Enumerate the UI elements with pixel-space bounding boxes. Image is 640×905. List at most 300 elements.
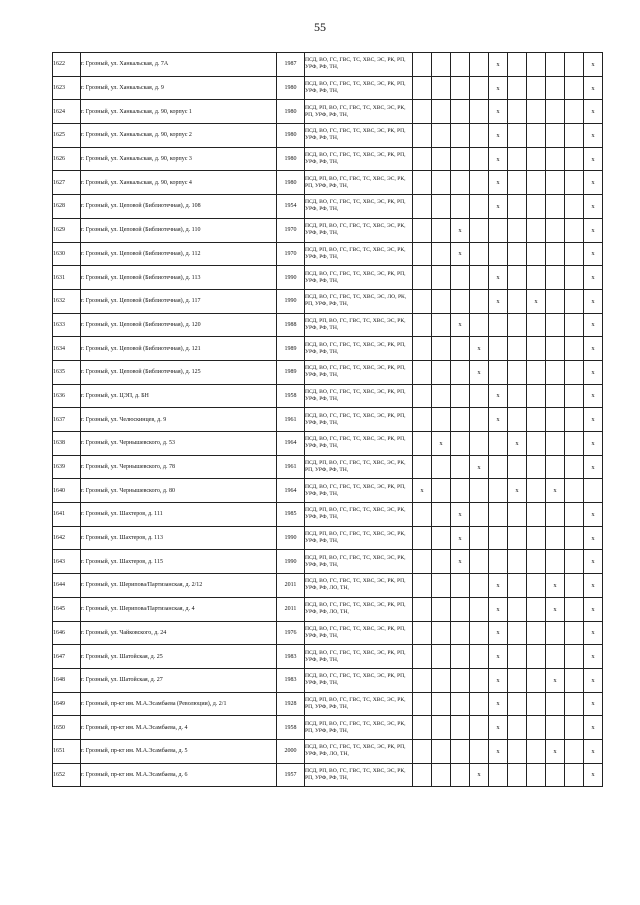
row-mark-cell [508, 716, 527, 740]
row-works-list: ПСД, РП, ВО, ГС, ГВС, ТС, ХВС, ЭС, РК, УРФ, РФ, ТН, [305, 526, 413, 550]
row-mark-cell [527, 147, 546, 171]
row-mark-cell [565, 692, 584, 716]
row-number: 1652 [53, 763, 81, 787]
row-mark-cell: x [546, 668, 565, 692]
row-mark-cell [508, 124, 527, 148]
row-mark-cell [413, 739, 432, 763]
row-mark-cell: x [584, 455, 603, 479]
row-year: 1964 [277, 479, 305, 503]
row-mark-cell [508, 597, 527, 621]
row-mark-cell [565, 266, 584, 290]
row-mark-cell [565, 100, 584, 124]
row-mark-cell [565, 171, 584, 195]
table-row [53, 242, 603, 266]
row-address: г. Грозный, пр-кт им. М.А.Эсамбаева (Революции), д. 2/1 [81, 692, 277, 716]
row-mark-cell [508, 289, 527, 313]
row-mark-cell [413, 384, 432, 408]
table-row [53, 124, 603, 148]
row-year: 1990 [277, 550, 305, 574]
row-mark-cell [546, 100, 565, 124]
row-mark-cell [451, 171, 470, 195]
row-mark-cell [451, 408, 470, 432]
row-mark-cell [508, 503, 527, 527]
row-address: г. Грозный, ул. Шахтеров, д. 115 [81, 550, 277, 574]
row-number: 1645 [53, 597, 81, 621]
row-address: г. Грозный, пр-кт им. М.А.Эсамбаева, д. 6 [81, 763, 277, 787]
row-address: г. Грозный, ул. Цеповой (Библиотечная), д. 113 [81, 266, 277, 290]
row-mark-cell [527, 242, 546, 266]
row-works-list: ПСД, ВО, ГС, ГВС, ТС, ХВС, ЭС, РК, РП, УРФ, РФ, ТН, [305, 479, 413, 503]
row-mark-cell [413, 645, 432, 669]
table-row [53, 692, 603, 716]
row-mark-cell [508, 337, 527, 361]
row-works-list: ПСД, ВО, ГС, ГВС, ТС, ХВС, ЭС, РК, РП, УРФ, РФ, ТН, [305, 384, 413, 408]
row-year: 1980 [277, 100, 305, 124]
row-mark-cell: x [546, 574, 565, 598]
page-number: 55 [314, 20, 326, 34]
row-mark-cell: x [489, 76, 508, 100]
row-mark-cell [546, 53, 565, 77]
row-mark-cell [432, 621, 451, 645]
row-works-list: ПСД, РП, ВО, ГС, ГВС, ТС, ХВС, ЭС, РК, РП, УРФ, РФ, ТН, [305, 100, 413, 124]
row-address: г. Грозный, пр-кт им. М.А.Эсамбаева, д. 4 [81, 716, 277, 740]
row-year: 1980 [277, 171, 305, 195]
row-mark-cell [489, 360, 508, 384]
row-mark-cell [546, 337, 565, 361]
row-mark-cell [432, 195, 451, 219]
row-mark-cell [432, 218, 451, 242]
row-mark-cell [451, 195, 470, 219]
row-mark-cell: x [584, 692, 603, 716]
row-mark-cell [508, 763, 527, 787]
row-number: 1634 [53, 337, 81, 361]
row-mark-cell [508, 76, 527, 100]
row-mark-cell: x [584, 621, 603, 645]
row-number: 1646 [53, 621, 81, 645]
row-mark-cell: x [451, 550, 470, 574]
table-row [53, 479, 603, 503]
row-mark-cell: x [489, 195, 508, 219]
row-mark-cell [546, 550, 565, 574]
row-mark-cell [470, 384, 489, 408]
row-mark-cell [451, 645, 470, 669]
row-mark-cell: x [489, 289, 508, 313]
row-works-list: ПСД, РП, ВО, ГС, ГВС, ТС, ХВС, ЭС, РК, РП, УРФ, РФ, ТН, [305, 171, 413, 195]
row-mark-cell: x [584, 242, 603, 266]
row-mark-cell [432, 645, 451, 669]
row-mark-cell [565, 716, 584, 740]
row-mark-cell [451, 574, 470, 598]
row-mark-cell [527, 76, 546, 100]
row-mark-cell [432, 574, 451, 598]
row-year: 1964 [277, 432, 305, 456]
row-mark-cell [470, 503, 489, 527]
row-mark-cell [508, 100, 527, 124]
row-address: г. Грозный, ул. Ханкальская, д. 90, корпус 4 [81, 171, 277, 195]
row-address: г. Грозный, ул. Чернышевского, д. 53 [81, 432, 277, 456]
row-mark-cell: x [584, 218, 603, 242]
row-year: 1989 [277, 360, 305, 384]
row-mark-cell [413, 574, 432, 598]
table-row [53, 266, 603, 290]
row-mark-cell: x [413, 479, 432, 503]
row-mark-cell: x [546, 739, 565, 763]
row-mark-cell [527, 53, 546, 77]
row-mark-cell [413, 526, 432, 550]
row-mark-cell [413, 266, 432, 290]
row-mark-cell [413, 289, 432, 313]
row-mark-cell: x [584, 716, 603, 740]
housing-registry-table [52, 52, 603, 787]
row-mark-cell [546, 195, 565, 219]
row-mark-cell [546, 455, 565, 479]
row-mark-cell [451, 692, 470, 716]
registry-body [53, 53, 603, 787]
row-mark-cell [565, 337, 584, 361]
row-address: г. Грозный, ул. Цеповой (Библиотечная), д. 108 [81, 195, 277, 219]
row-mark-cell: x [584, 100, 603, 124]
row-works-list: ПСД, РП, ВО, ГС, ГВС, ТС, ХВС, ЭС, РК, РП, УРФ, РФ, ТН, [305, 692, 413, 716]
row-address: г. Грозный, ул. Шахтеров, д. 113 [81, 526, 277, 550]
row-number: 1627 [53, 171, 81, 195]
row-mark-cell [451, 432, 470, 456]
row-mark-cell [432, 455, 451, 479]
row-mark-cell [508, 360, 527, 384]
row-mark-cell [565, 739, 584, 763]
row-mark-cell: x [584, 526, 603, 550]
row-works-list: ПСД, ВО, ГС, ГВС, ТС, ХВС, ЭС, РК, РП, УРФ, РФ, ТН, [305, 53, 413, 77]
row-mark-cell [470, 597, 489, 621]
row-mark-cell [470, 313, 489, 337]
row-mark-cell [489, 479, 508, 503]
row-year: 1988 [277, 313, 305, 337]
row-mark-cell [508, 621, 527, 645]
table-row [53, 289, 603, 313]
row-mark-cell [432, 503, 451, 527]
row-mark-cell [470, 171, 489, 195]
row-mark-cell [565, 242, 584, 266]
row-mark-cell: x [489, 739, 508, 763]
row-address: г. Грозный, ул. Шерипова/Партизанская, д. 2/12 [81, 574, 277, 598]
row-mark-cell [527, 621, 546, 645]
row-year: 1954 [277, 195, 305, 219]
row-mark-cell [546, 76, 565, 100]
row-mark-cell [432, 716, 451, 740]
row-mark-cell [413, 692, 432, 716]
row-mark-cell [470, 147, 489, 171]
row-mark-cell [565, 76, 584, 100]
row-mark-cell: x [508, 432, 527, 456]
row-mark-cell [508, 408, 527, 432]
row-year: 1958 [277, 716, 305, 740]
row-mark-cell [527, 266, 546, 290]
row-year: 1987 [277, 53, 305, 77]
row-mark-cell: x [489, 408, 508, 432]
row-mark-cell [565, 289, 584, 313]
row-mark-cell [546, 408, 565, 432]
row-mark-cell [508, 455, 527, 479]
row-mark-cell: x [451, 526, 470, 550]
row-mark-cell: x [584, 171, 603, 195]
row-works-list: ПСД, ВО, ГС, ГВС, ТС, ХВС, ЭС, РК, РП, УРФ, РФ, ЛО, ТН, [305, 597, 413, 621]
row-mark-cell [413, 550, 432, 574]
row-mark-cell [470, 242, 489, 266]
row-mark-cell [489, 526, 508, 550]
row-mark-cell [527, 597, 546, 621]
row-number: 1635 [53, 360, 81, 384]
row-address: г. Грозный, ул. ЦЭП, д. БН [81, 384, 277, 408]
row-mark-cell [451, 384, 470, 408]
row-mark-cell [413, 503, 432, 527]
row-mark-cell [584, 479, 603, 503]
row-mark-cell [546, 645, 565, 669]
table-row [53, 76, 603, 100]
row-mark-cell [508, 645, 527, 669]
row-year: 1983 [277, 645, 305, 669]
table-row [53, 384, 603, 408]
row-mark-cell [489, 313, 508, 337]
row-address: г. Грозный, ул. Чернышевского, д. 78 [81, 455, 277, 479]
row-mark-cell: x [508, 479, 527, 503]
row-mark-cell [489, 455, 508, 479]
row-year: 1989 [277, 337, 305, 361]
row-year: 1961 [277, 455, 305, 479]
row-year: 1990 [277, 289, 305, 313]
row-mark-cell: x [584, 668, 603, 692]
row-mark-cell: x [584, 53, 603, 77]
row-mark-cell: x [584, 645, 603, 669]
row-mark-cell: x [584, 574, 603, 598]
row-year: 1970 [277, 242, 305, 266]
table-row [53, 763, 603, 787]
row-mark-cell [432, 53, 451, 77]
table-row [53, 53, 603, 77]
row-mark-cell [546, 384, 565, 408]
row-address: г. Грозный, ул. Цеповой (Библиотечная), д. 121 [81, 337, 277, 361]
row-mark-cell [546, 716, 565, 740]
row-mark-cell [565, 597, 584, 621]
row-mark-cell [527, 171, 546, 195]
row-mark-cell [546, 621, 565, 645]
row-mark-cell [527, 124, 546, 148]
row-mark-cell [565, 408, 584, 432]
table-row [53, 360, 603, 384]
row-mark-cell [527, 739, 546, 763]
row-mark-cell [451, 739, 470, 763]
row-works-list: ПСД, ВО, ГС, ГВС, ТС, ХВС, ЭС, РК, РП, УРФ, РФ, ТН, [305, 668, 413, 692]
row-mark-cell [413, 716, 432, 740]
row-mark-cell [470, 716, 489, 740]
row-mark-cell [546, 147, 565, 171]
row-mark-cell [508, 668, 527, 692]
row-mark-cell [451, 597, 470, 621]
row-mark-cell [432, 289, 451, 313]
row-mark-cell: x [584, 597, 603, 621]
row-address: г. Грозный, ул. Ханкальская, д. 9 [81, 76, 277, 100]
table-row [53, 550, 603, 574]
row-mark-cell: x [489, 171, 508, 195]
row-mark-cell [508, 739, 527, 763]
row-mark-cell: x [489, 266, 508, 290]
table-row [53, 668, 603, 692]
row-mark-cell [432, 408, 451, 432]
row-mark-cell [432, 550, 451, 574]
row-mark-cell [413, 668, 432, 692]
row-mark-cell [451, 124, 470, 148]
table-row [53, 645, 603, 669]
row-mark-cell [470, 195, 489, 219]
row-mark-cell [413, 218, 432, 242]
row-mark-cell [413, 124, 432, 148]
row-mark-cell [546, 266, 565, 290]
row-mark-cell [432, 313, 451, 337]
row-mark-cell [508, 242, 527, 266]
row-mark-cell [413, 763, 432, 787]
row-year: 1980 [277, 76, 305, 100]
row-mark-cell [527, 668, 546, 692]
table-row [53, 455, 603, 479]
row-mark-cell: x [470, 763, 489, 787]
row-mark-cell [527, 763, 546, 787]
row-mark-cell [470, 289, 489, 313]
row-mark-cell [546, 526, 565, 550]
row-mark-cell [527, 526, 546, 550]
row-year: 1976 [277, 621, 305, 645]
row-works-list: ПСД, ВО, ГС, ГВС, ТС, ХВС, ЭС, РК, РП, УРФ, РФ, ЛО, ТН, [305, 574, 413, 598]
row-mark-cell [470, 76, 489, 100]
row-mark-cell: x [584, 408, 603, 432]
row-mark-cell [508, 550, 527, 574]
row-address: г. Грозный, ул. Цеповой (Библиотечная), д. 125 [81, 360, 277, 384]
row-mark-cell: x [584, 76, 603, 100]
row-mark-cell: x [470, 337, 489, 361]
row-year: 1990 [277, 526, 305, 550]
row-mark-cell [413, 195, 432, 219]
row-mark-cell [470, 526, 489, 550]
row-mark-cell [565, 526, 584, 550]
table-row [53, 195, 603, 219]
row-mark-cell [508, 574, 527, 598]
row-year: 2000 [277, 739, 305, 763]
table-row [53, 337, 603, 361]
row-mark-cell [508, 53, 527, 77]
row-mark-cell: x [584, 313, 603, 337]
row-number: 1637 [53, 408, 81, 432]
table-row [53, 408, 603, 432]
row-mark-cell: x [584, 763, 603, 787]
row-mark-cell [508, 692, 527, 716]
row-mark-cell [546, 218, 565, 242]
row-mark-cell [432, 337, 451, 361]
row-works-list: ПСД, РП, ВО, ГС, ГВС, ТС, ХВС, ЭС, РК, РП, УРФ, РФ, ТН, [305, 455, 413, 479]
row-mark-cell [508, 384, 527, 408]
row-mark-cell [546, 313, 565, 337]
row-mark-cell [565, 147, 584, 171]
row-mark-cell [432, 124, 451, 148]
row-year: 1928 [277, 692, 305, 716]
row-works-list: ПСД, РП, ВО, ГС, ГВС, ТС, ХВС, ЭС, РК, РП, УРФ, РФ, ТН, [305, 763, 413, 787]
row-number: 1631 [53, 266, 81, 290]
row-mark-cell [470, 621, 489, 645]
row-mark-cell [508, 195, 527, 219]
row-mark-cell [546, 503, 565, 527]
row-mark-cell [508, 313, 527, 337]
row-mark-cell [451, 337, 470, 361]
row-mark-cell: x [470, 360, 489, 384]
row-address: г. Грозный, пр-кт им. М.А.Эсамбаева, д. 5 [81, 739, 277, 763]
row-mark-cell [527, 574, 546, 598]
row-mark-cell [527, 645, 546, 669]
table-row [53, 313, 603, 337]
row-address: г. Грозный, ул. Чайковского, д. 24 [81, 621, 277, 645]
row-mark-cell: x [584, 195, 603, 219]
row-mark-cell [565, 195, 584, 219]
row-mark-cell [432, 526, 451, 550]
row-mark-cell [527, 218, 546, 242]
row-mark-cell [565, 384, 584, 408]
row-number: 1642 [53, 526, 81, 550]
row-year: 1985 [277, 503, 305, 527]
row-mark-cell [451, 147, 470, 171]
row-number: 1630 [53, 242, 81, 266]
row-year: 2011 [277, 574, 305, 598]
row-works-list: ПСД, ВО, ГС, ГВС, ТС, ХВС, ЭС, РК, РП, УРФ, РФ, ТН, [305, 360, 413, 384]
row-mark-cell [546, 242, 565, 266]
row-mark-cell [470, 53, 489, 77]
row-mark-cell [489, 550, 508, 574]
row-mark-cell [470, 432, 489, 456]
row-mark-cell [546, 124, 565, 148]
row-number: 1624 [53, 100, 81, 124]
table-row [53, 171, 603, 195]
row-number: 1641 [53, 503, 81, 527]
row-mark-cell: x [451, 313, 470, 337]
row-mark-cell [413, 408, 432, 432]
row-mark-cell [413, 360, 432, 384]
row-mark-cell [565, 53, 584, 77]
table-row [53, 574, 603, 598]
row-mark-cell: x [584, 503, 603, 527]
row-number: 1640 [53, 479, 81, 503]
row-works-list: ПСД, ВО, ГС, ГВС, ТС, ХВС, ЭС, РК, РП, УРФ, РФ, ТН, [305, 645, 413, 669]
row-address: г. Грозный, ул. Чернышевского, д. 80 [81, 479, 277, 503]
row-works-list: ПСД, РП, ВО, ГС, ГВС, ТС, ХВС, ЭС, РК, УРФ, РФ, ТН, [305, 313, 413, 337]
table-row [53, 218, 603, 242]
row-mark-cell [451, 455, 470, 479]
row-works-list: ПСД, ВО, ГС, ГВС, ТС, ХВС, ЭС, РК, РП, УРФ, РФ, ЛО, ТН, [305, 739, 413, 763]
row-mark-cell [451, 479, 470, 503]
row-address: г. Грозный, ул. Цеповой (Библиотечная), д. 117 [81, 289, 277, 313]
row-mark-cell [546, 763, 565, 787]
row-mark-cell [508, 147, 527, 171]
row-mark-cell: x [584, 147, 603, 171]
row-mark-cell [470, 668, 489, 692]
table-row [53, 147, 603, 171]
row-works-list: ПСД, ВО, ГС, ГВС, ТС, ХВС, ЭС, РК, РП, УРФ, РФ, ТН, [305, 266, 413, 290]
row-mark-cell: x [489, 384, 508, 408]
row-works-list: ПСД, ВО, ГС, ГВС, ТС, ХВС, ЭС, РК, РП, УРФ, РФ, ТН, [305, 408, 413, 432]
row-mark-cell: x [489, 716, 508, 740]
row-mark-cell [432, 668, 451, 692]
row-mark-cell [546, 289, 565, 313]
row-mark-cell [432, 100, 451, 124]
row-mark-cell [527, 550, 546, 574]
row-mark-cell [565, 432, 584, 456]
row-number: 1625 [53, 124, 81, 148]
row-address: г. Грозный, ул. Шерипова/Партизанская, д. 4 [81, 597, 277, 621]
row-number: 1647 [53, 645, 81, 669]
row-mark-cell: x [432, 432, 451, 456]
